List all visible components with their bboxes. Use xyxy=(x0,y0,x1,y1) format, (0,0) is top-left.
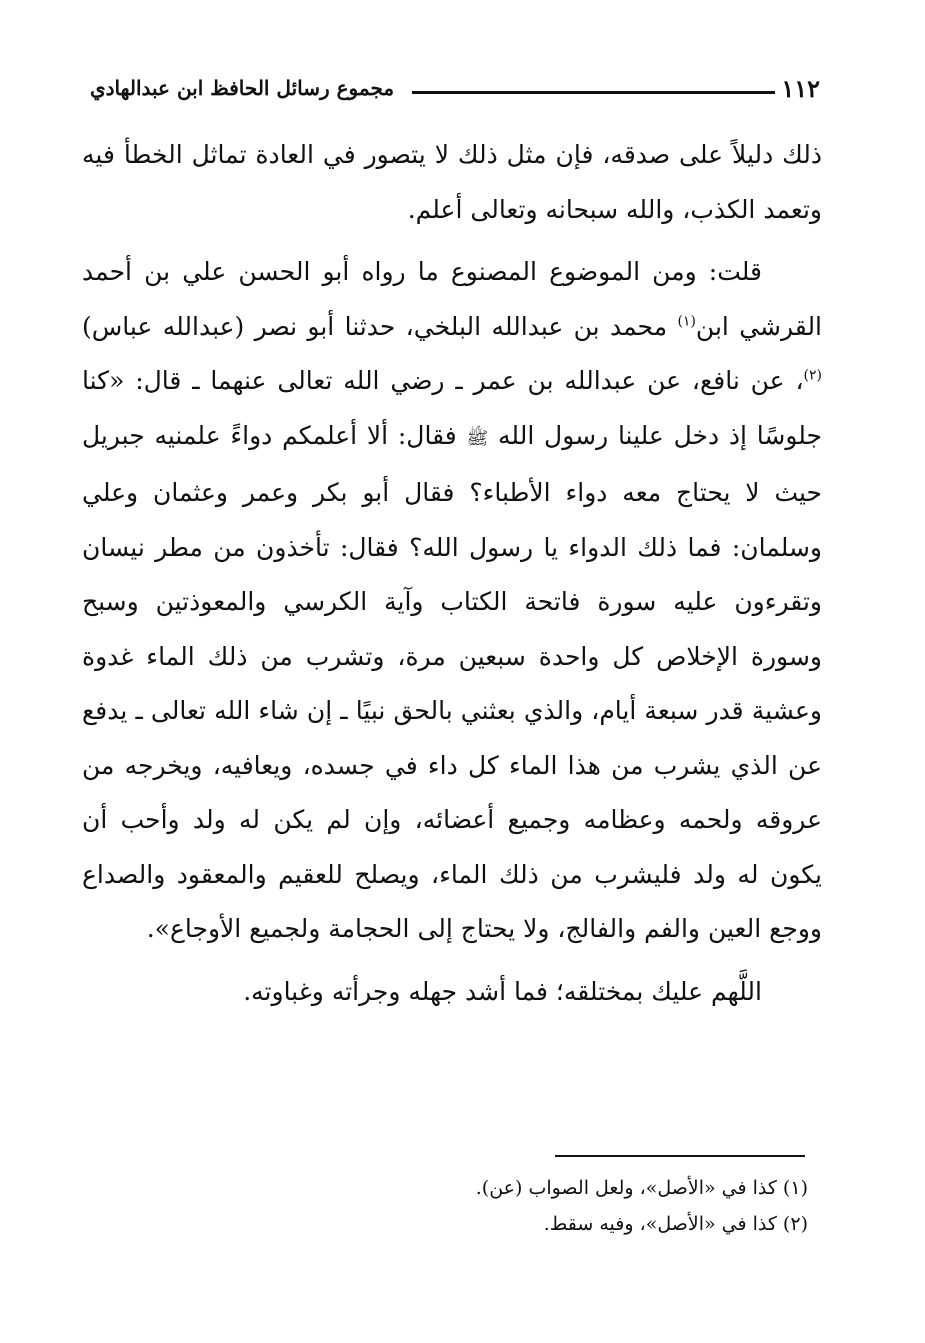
footnote-ref-2: (٢) xyxy=(803,367,822,384)
footnote-1: (١) كذا في «الأصل»، ولعل الصواب (عن). xyxy=(475,1177,808,1199)
footnotes xyxy=(300,1170,808,1242)
page-number: ١١٢ xyxy=(781,73,820,103)
paragraph-3: اللَّهم عليك بمختلقه؛ فما أشد جهله وجرأته وغباوته. xyxy=(243,976,762,1006)
footnote-rule xyxy=(555,1155,805,1157)
paragraph-2 xyxy=(82,245,822,957)
page-header xyxy=(90,68,820,108)
paragraph-2-part-b: محمد بن عبدالله البلخي، حدثنا أبو نصر (عبدالله عباس) xyxy=(82,311,678,341)
main-text xyxy=(82,128,822,1019)
paragraph-1: ذلك دليلاً على صدقه، فإن مثل ذلك لا يتصور في العادة تماثل الخطأ فيه وتعمد الكذب، والله سبحانه وتعالى أعلم. xyxy=(82,140,822,224)
footnote-2: (٢) كذا في «الأصل»، وفيه سقط. xyxy=(543,1213,808,1235)
footnote-ref-1: (١) xyxy=(677,313,696,330)
honorific-glyph: ﷺ xyxy=(466,427,489,449)
paragraph-2-part-a: قلت: ومن الموضوع المصنوع ما رواه أبو الحسن علي بن أحمد القرشي ابن xyxy=(82,257,823,341)
header-rule xyxy=(412,91,775,94)
paragraph-2-part-d: فقال: ألا أعلمكم دواءً علمنيه جبريل حيث لا يحتاج معه دواء الأطباء؟ فقال أبو بكر وعمر وعثمان وعلي وسلمان: فما ذلك الدواء يا رسول الله؟ فقال: تأخذون من مطر نيسان وتقرءون عليه سورة فاتحة الكتاب وآية الكرسي والمعوذتين وسبح وسورة الإخلاص كل واحدة سبعين مرة، وتشرب من ذلك الماء غدوة وعشية قدر سبعة أيام، والذي بعثني بالحق نبيًا ـ إن شاء الله تعالى ـ يدفع عن الذي يشرب من هذا الماء كل داء في جسده، ويعافيه، ويخرجه من عروقه ولحمه وعظامه وجميع أعضائه، وإن لم يكن له ولد وأحب أن يكون له ولد فليشرب من ذلك الماء، ويصلح للعقيم والمعقود والصداع ووجع العين والفم والفالج، ولا يحتاج إلى الحجامة ولجميع الأوجاع». xyxy=(82,420,822,943)
paragraph-2-part-c: ، عن نافع، عن عبدالله بن عمر ـ رضي الله تعالى عنهما ـ قال: «كنا جلوسًا إذ دخل علينا رسول الله xyxy=(82,366,823,450)
book-title: مجموع رسائل الحافظ ابن عبدالهادي xyxy=(90,76,395,100)
